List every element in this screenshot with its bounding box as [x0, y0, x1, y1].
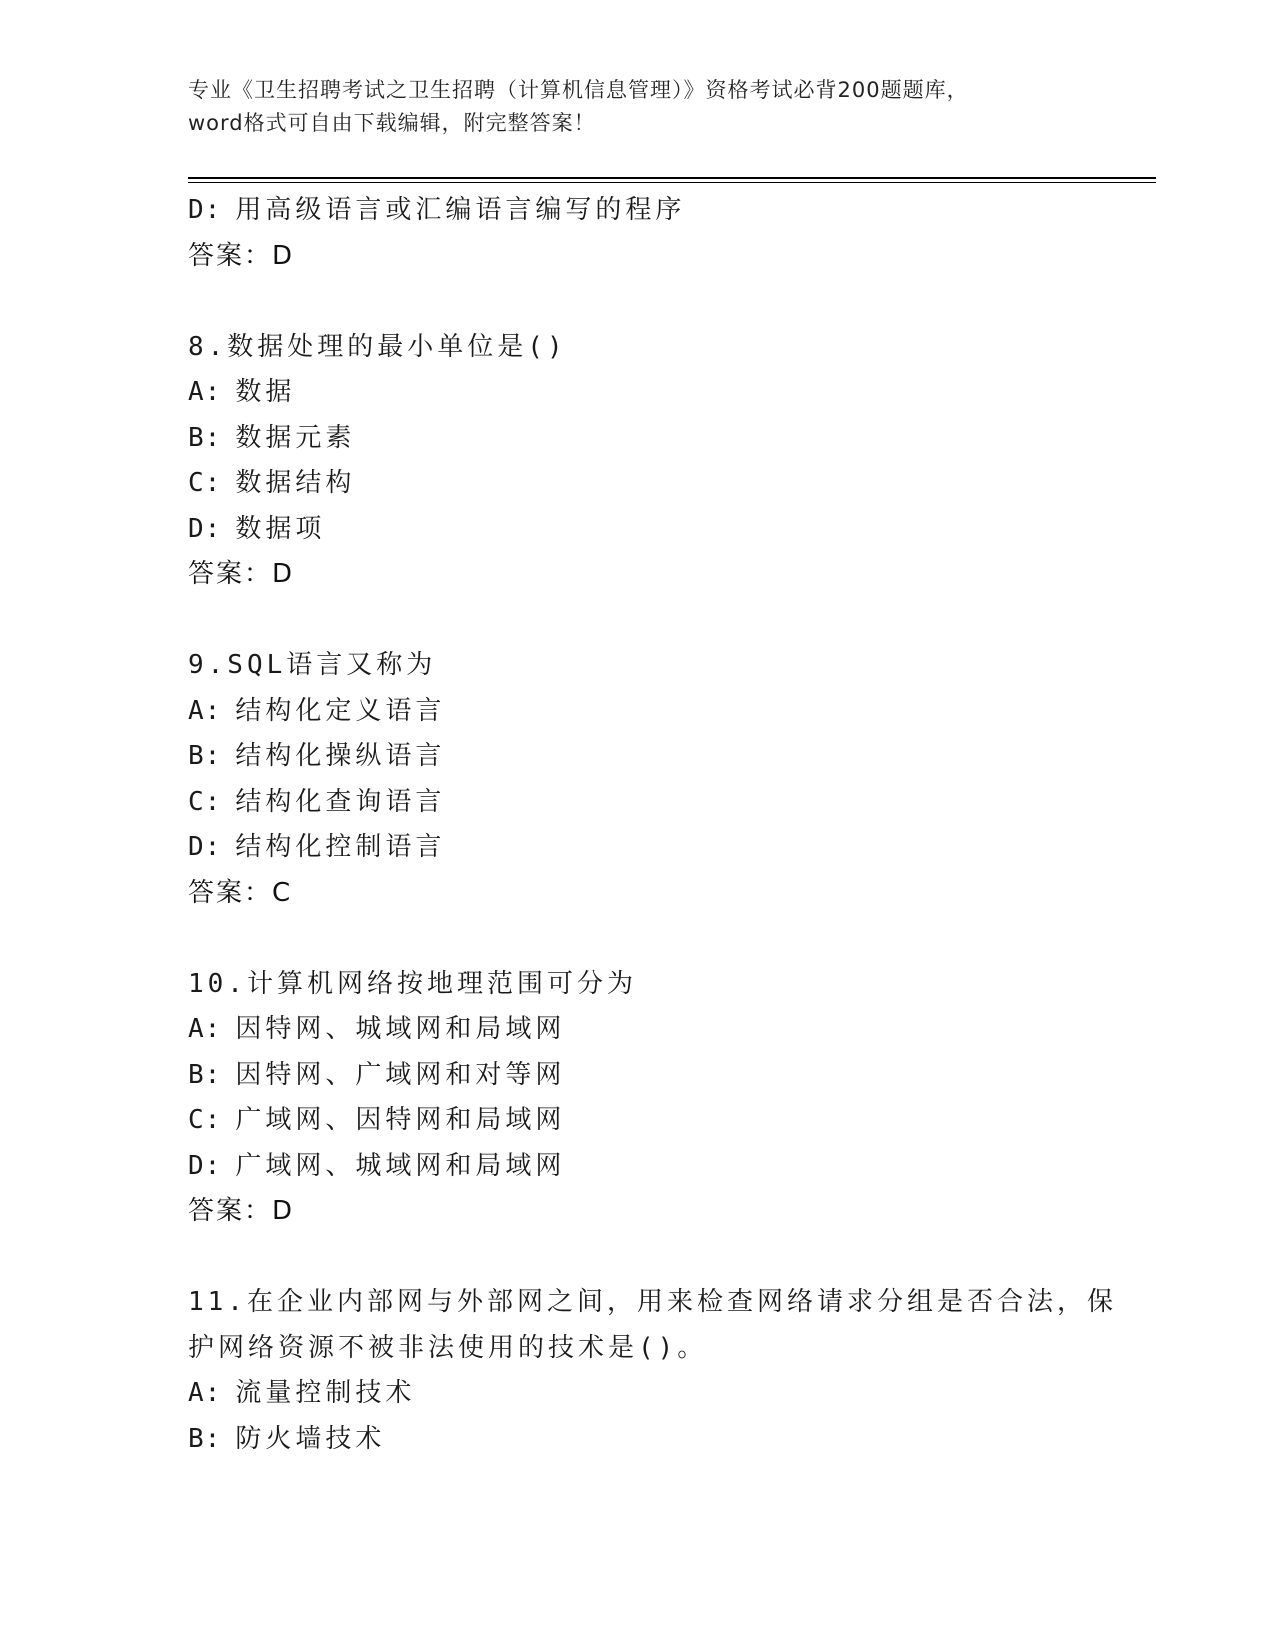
question-9-option-b — [188, 734, 1108, 780]
option-label: C: — [188, 786, 222, 817]
option-text: 数据项 — [235, 513, 326, 544]
spacer — [188, 916, 1108, 962]
option-label: A: — [188, 377, 222, 407]
option-text: 结构化控制语言 — [235, 832, 446, 862]
question-11-stem — [188, 1280, 1117, 1371]
question-10-option-c — [188, 1098, 1108, 1144]
question-9-option-c — [188, 780, 1108, 826]
question-8-option-c — [188, 461, 1108, 507]
option-label: D: — [188, 195, 222, 225]
question-8-option-b — [188, 416, 1108, 462]
option-label: C: — [188, 468, 222, 498]
option-text: 数据结构 — [235, 468, 356, 498]
question-11-option-a — [188, 1371, 1108, 1417]
question-8-stem: 8.数据处理的最小单位是() — [188, 331, 567, 362]
question-8-option-a — [188, 370, 1108, 416]
question-10-option-d — [188, 1144, 1108, 1190]
option-label: A: — [188, 1378, 222, 1408]
option-text: 因特网、广域网和对等网 — [235, 1059, 566, 1090]
option-label: D: — [188, 1150, 222, 1181]
stem-line-2: 护网络资源不被非法使用的技术是()。 — [188, 1332, 708, 1363]
option-label: A: — [188, 1014, 222, 1044]
option-text: 结构化定义语言 — [235, 695, 446, 726]
question-8-answer: 答案：D — [188, 559, 295, 589]
spacer — [188, 1235, 1108, 1281]
option-label: B: — [188, 422, 222, 453]
header-divider-thin — [188, 182, 1156, 183]
spacer — [188, 598, 1108, 644]
prev-option-d — [188, 188, 1108, 234]
option-label: B: — [188, 741, 222, 771]
question-10-stem: 10.计算机网络按地理范围可分为 — [188, 968, 637, 999]
option-label: C: — [188, 1105, 222, 1135]
header-line-1: 专业《卫生招聘考试之卫生招聘（计算机信息管理）》资格考试必背200题题库， — [188, 78, 969, 102]
option-text: 数据元素 — [235, 422, 356, 453]
header-divider-thick — [188, 177, 1156, 179]
question-list — [188, 188, 1117, 1462]
question-9-option-a — [188, 689, 1108, 735]
option-text: 广域网、城域网和局域网 — [235, 1150, 566, 1181]
question-10-option-b — [188, 1053, 1108, 1099]
option-text: 流量控制技术 — [235, 1378, 416, 1408]
option-label: D: — [188, 832, 222, 862]
question-8-option-d — [188, 507, 1108, 553]
prev-answer: 答案：D — [188, 240, 295, 271]
option-text: 因特网、城域网和局域网 — [235, 1014, 566, 1044]
question-9-option-d — [188, 825, 1108, 871]
option-text: 广域网、因特网和局域网 — [235, 1105, 566, 1135]
question-9-stem: 9.SQL语言又称为 — [188, 650, 437, 680]
option-text: 用高级语言或汇编语言编写的程序 — [235, 195, 686, 225]
question-10-answer: 答案：D — [188, 1196, 295, 1226]
option-text: 结构化操纵语言 — [235, 741, 446, 771]
stem-line-1: 11.在企业内部网与外部网之间，用来检查网络请求分组是否合法，保 — [188, 1287, 1117, 1317]
question-9-answer: 答案：C — [188, 877, 293, 908]
option-text: 数据 — [235, 377, 296, 407]
spacer — [188, 279, 1108, 325]
option-label: B: — [188, 1059, 222, 1090]
option-label: B: — [188, 1423, 222, 1454]
option-label: D: — [188, 513, 222, 544]
document-header — [188, 74, 1088, 140]
question-11-option-b — [188, 1417, 1108, 1463]
question-10-option-a — [188, 1007, 1108, 1053]
header-line-2: word格式可自由下载编辑，附完整答案！ — [188, 111, 596, 135]
option-label: A: — [188, 695, 222, 726]
option-text: 结构化查询语言 — [235, 786, 446, 817]
option-text: 防火墙技术 — [235, 1423, 386, 1454]
